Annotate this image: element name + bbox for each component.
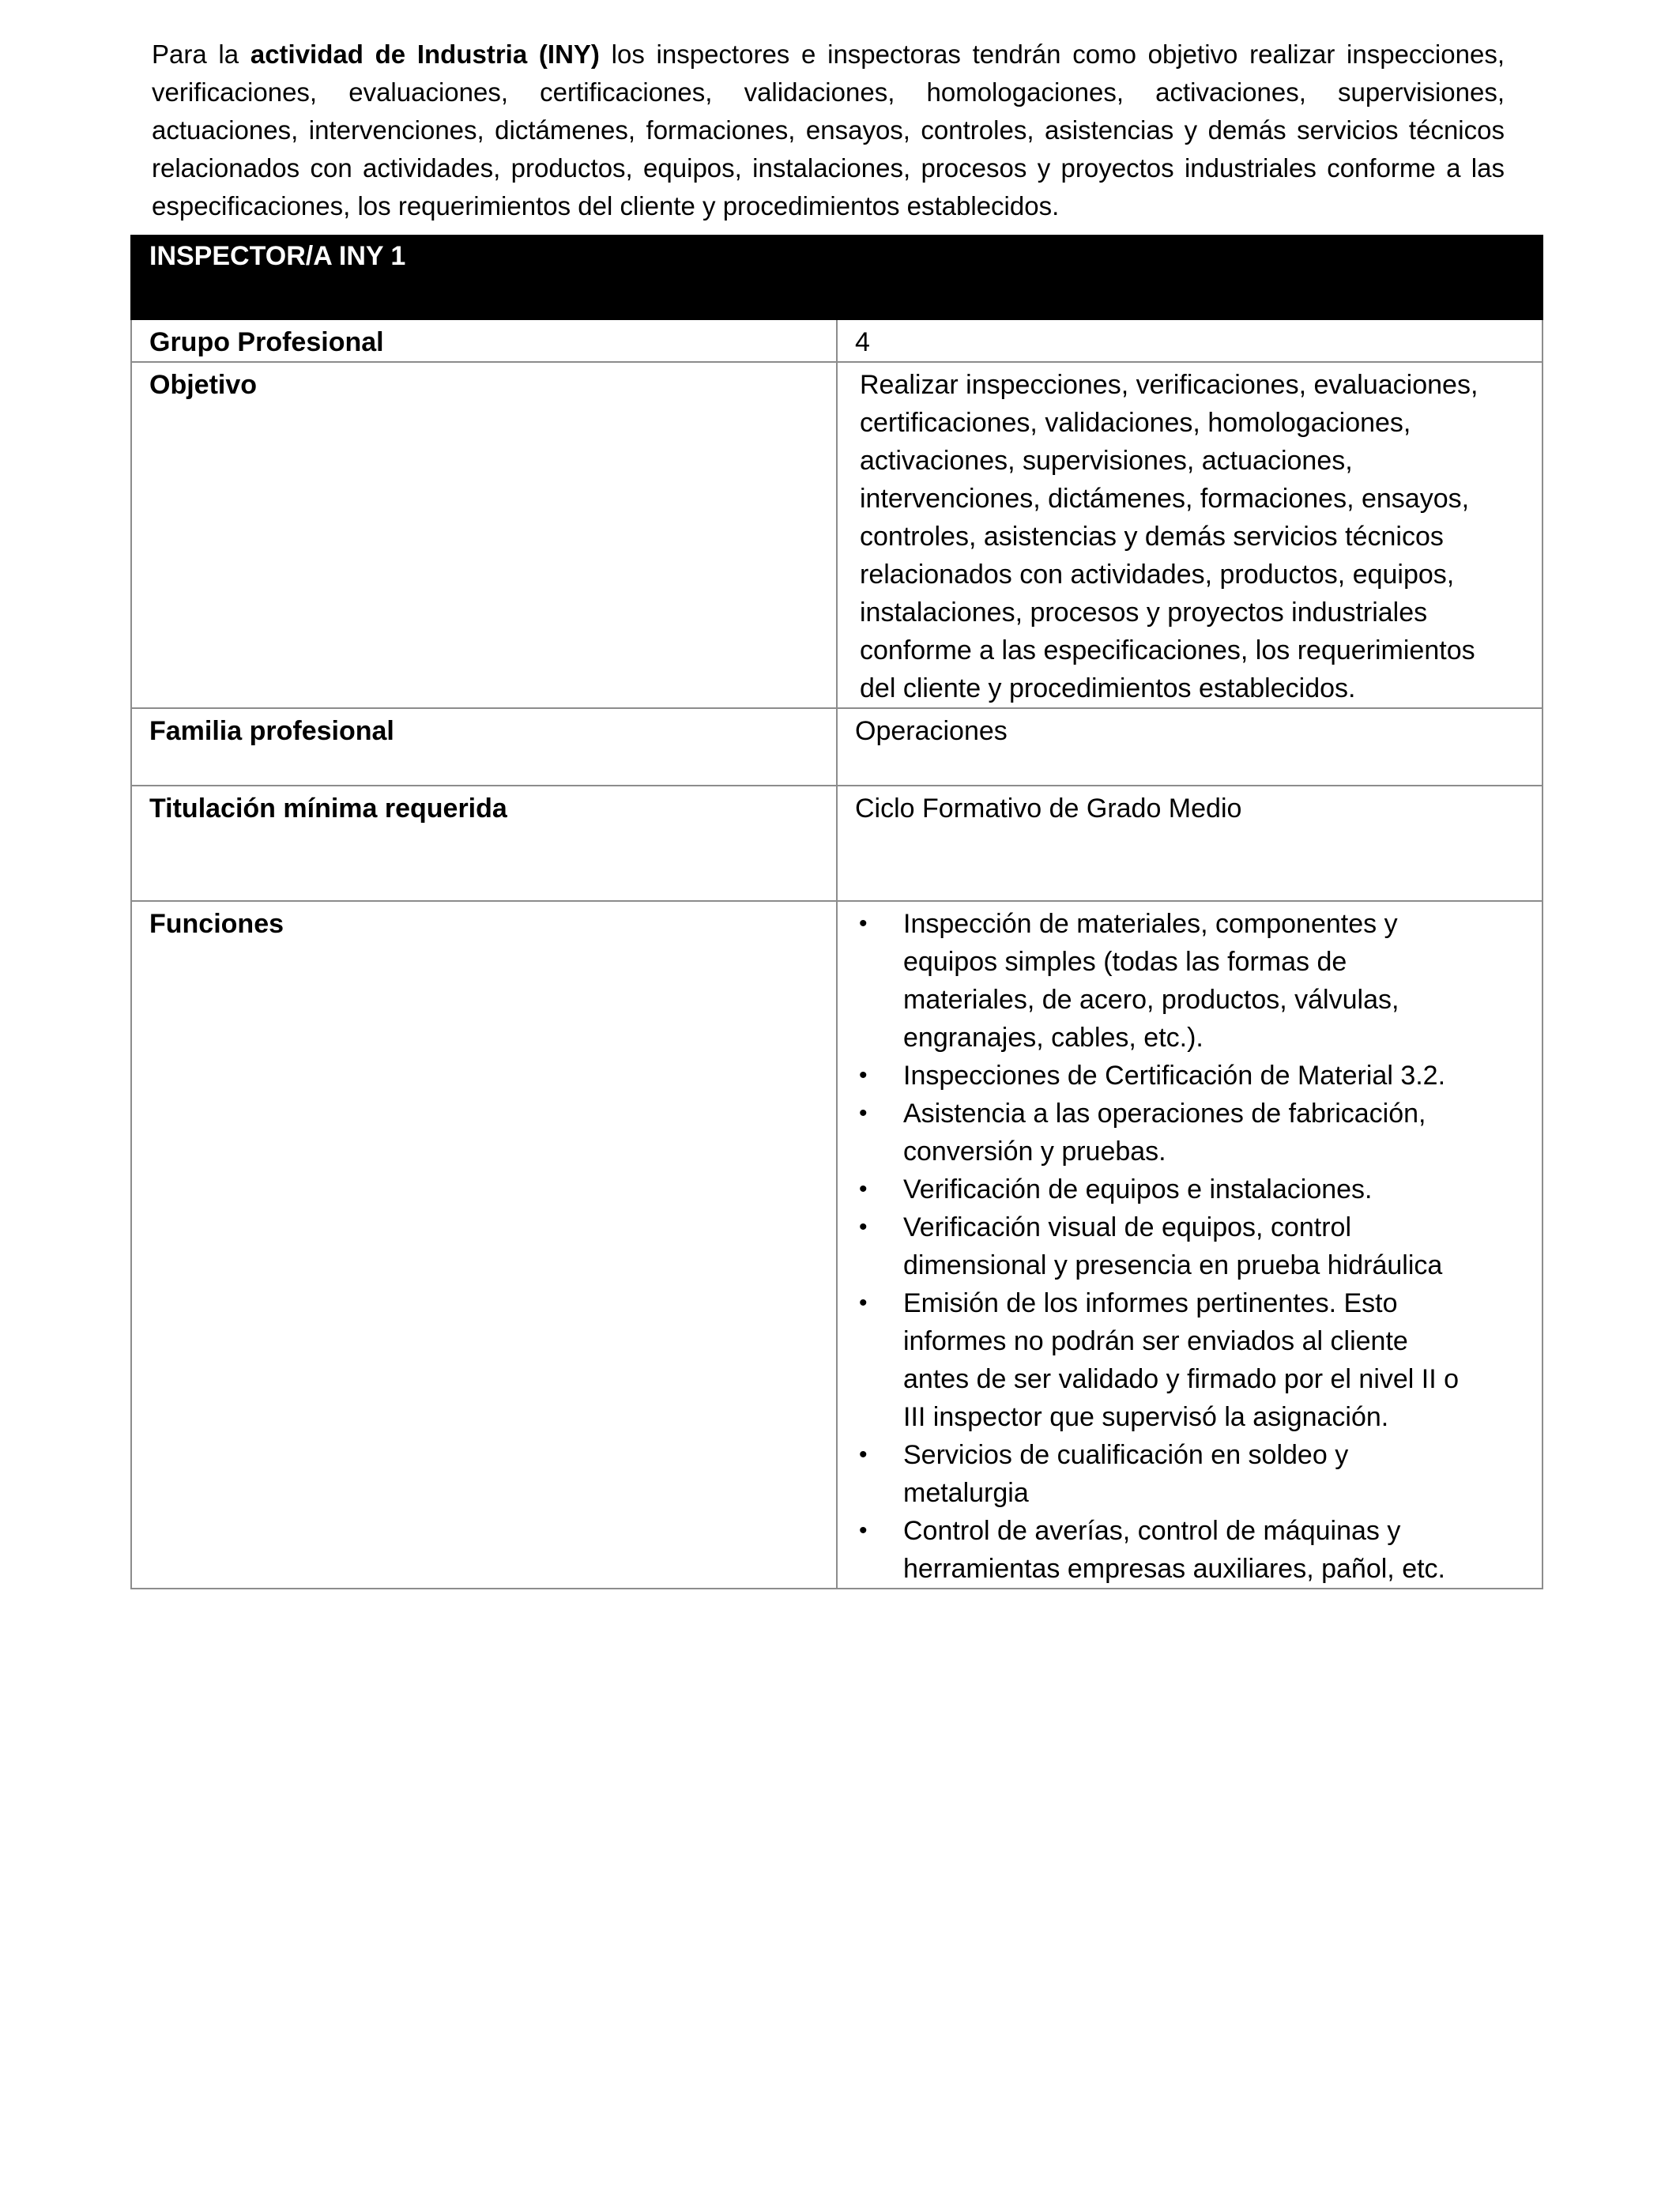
funcion-text: Inspección de materiales, componentes y equipos simples (todas las formas de materiales, de acero, productos, válvulas, engranajes, cables, etc.). [903, 909, 1399, 1053]
table-header-row [131, 236, 1543, 319]
funciones-list [855, 905, 1542, 1588]
bullet-icon: • [859, 1290, 868, 1316]
funcion-text: Emisión de los informes pertinentes. Esto informes no podrán ser enviados al cliente antes de ser validado y firmado por el nivel II o III inspector que supervisó la asignación. [903, 1288, 1460, 1432]
intro-rest: los inspectores e inspectoras tendrán como objetivo realizar inspecciones, verificaciones, evaluaciones, certificaciones, validaciones, homologaciones, activaciones, supervisiones, actuaciones, intervenciones, dictámenes, formaciones, ensayos, controles, asistencias y demás servicios técnicos relacionados con actividades, productos, equipos, instalaciones, procesos y proyectos industriales conforme a las especificaciones, los requerimientos del cliente y procedimientos establecidos. [152, 40, 1505, 221]
row-funciones [131, 901, 1543, 1589]
value-familia-profesional: Operaciones [837, 708, 1543, 786]
intro-bold-activity: actividad de Industria (INY) [250, 40, 600, 69]
list-item [855, 905, 1471, 1057]
funcion-text: Asistencia a las operaciones de fabricación, conversión y pruebas. [903, 1099, 1426, 1167]
funcion-text: Inspecciones de Certificación de Material 3.2. [903, 1061, 1446, 1091]
row-titulacion-minima [131, 786, 1543, 901]
intro-prefix: Para la [152, 40, 250, 69]
bullet-icon: • [859, 1062, 868, 1088]
value-grupo-profesional: 4 [837, 319, 1543, 362]
intro-paragraph [152, 36, 1505, 225]
label-familia-profesional: Familia profesional [131, 708, 837, 786]
value-objetivo-cell [837, 362, 1543, 708]
bullet-icon: • [859, 1517, 868, 1544]
bullet-icon: • [859, 910, 868, 937]
value-objetivo: Realizar inspecciones, verificaciones, evaluaciones, certificaciones, validaciones, homologaciones, activaciones, supervisiones, actuaciones, intervenciones, dictámenes, formaciones, ensayos, controles, asistencias y demás servicios técnicos relacionados con actividades, productos, equipos, instalaciones, procesos y proyectos industriales conforme a las especificaciones, los requerimientos del cliente y procedimientos establecidos. [860, 370, 1478, 703]
funcion-text: Servicios de cualificación en soldeo y metalurgia [903, 1440, 1349, 1508]
label-funciones: Funciones [131, 901, 837, 1589]
label-titulacion-minima: Titulación mínima requerida [131, 786, 837, 901]
list-item [855, 1095, 1471, 1171]
row-grupo-profesional [131, 319, 1543, 362]
list-item [855, 1208, 1471, 1284]
list-item [855, 1057, 1471, 1095]
table-title: INSPECTOR/A INY 1 [131, 236, 1543, 319]
bullet-icon: • [859, 1214, 868, 1240]
job-profile-table [130, 235, 1543, 1589]
bullet-icon: • [859, 1100, 868, 1126]
list-item [855, 1284, 1471, 1436]
value-titulacion-minima: Ciclo Formativo de Grado Medio [837, 786, 1543, 901]
row-familia-profesional [131, 708, 1543, 786]
label-objetivo: Objetivo [131, 362, 837, 708]
list-item [855, 1436, 1471, 1512]
bullet-icon: • [859, 1442, 868, 1468]
bullet-icon: • [859, 1176, 868, 1202]
funcion-text: Verificación visual de equipos, control dimensional y presencia en prueba hidráulica [903, 1212, 1443, 1280]
value-funciones-cell [837, 901, 1543, 1589]
label-grupo-profesional: Grupo Profesional [131, 319, 837, 362]
list-item [855, 1171, 1471, 1208]
list-item [855, 1512, 1471, 1588]
row-objetivo [131, 362, 1543, 708]
funcion-text: Verificación de equipos e instalaciones. [903, 1174, 1373, 1204]
funcion-text: Control de averías, control de máquinas y herramientas empresas auxiliares, pañol, etc. [903, 1516, 1445, 1584]
